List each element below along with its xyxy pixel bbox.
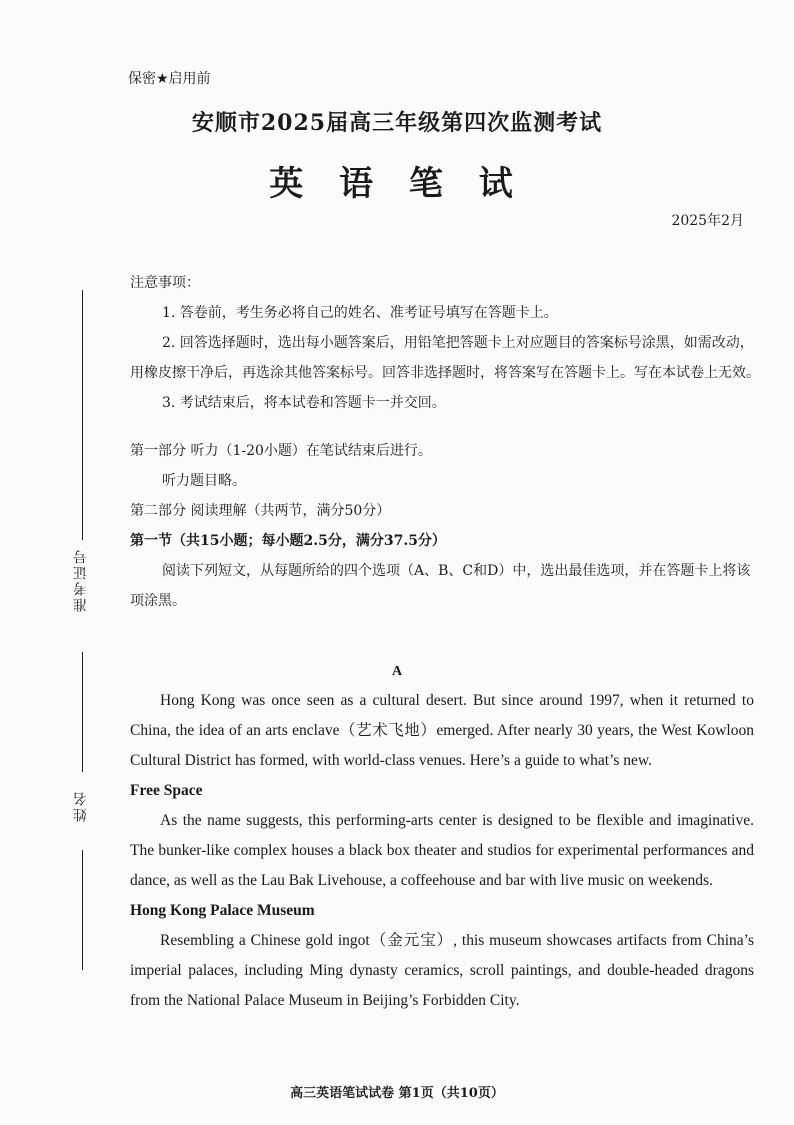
passage-paragraph-3: Resembling a Chinese gold ingot（金元宝）, this museum showcases artifacts from China’s imperial palaces, including Ming dynasty ceramics, scroll paintings, and double-headed dragons from the National Palace Museum in Beijing’s Forbidden City.	[130, 932, 754, 1009]
notes-heading: 注意事项：	[130, 275, 200, 291]
ticket-number-label: 准考证号	[73, 548, 89, 612]
note-item-2: 2. 回答选择题时，选出每小题答案后，用铅笔把答题卡上对应题目的答案标号涂黑，如需改动，用橡皮擦干净后，再选涂其他答案标号。回答非选择题时，将答案写在答题卡上。写在本试卷上无效。	[130, 335, 760, 381]
passage-paragraph-1: Hong Kong was once seen as a cultural desert. But since around 1997, when it returned to China, the idea of an arts enclave（艺术飞地）emerged. After nearly 30 years, the West Kowloon Cultural District has formed, with world-class venues. Here’s a guide to what’s new.	[130, 692, 754, 769]
part2-heading: 第二部分 阅读理解（共两节，满分50分）	[130, 503, 391, 519]
note-item-1: 1. 答卷前，考生务必将自己的姓名、准考证号填写在答题卡上。	[162, 305, 558, 321]
note-item-3: 3. 考试结束后，将本试卷和答题卡一并交回。	[162, 395, 446, 411]
exam-title: 安顺市2025届高三年级第四次监测考试	[191, 110, 603, 136]
section1-heading: 第一节（共15小题；每小题2.5分，满分37.5分）	[130, 533, 446, 549]
part1-heading: 第一部分 听力（1-20小题）在笔试结束后进行。	[130, 443, 432, 459]
binding-line-top	[82, 290, 83, 540]
part1-note: 听力题目略。	[162, 473, 246, 489]
confidential-label: 保密★启用前	[128, 71, 211, 87]
page-footer: 高三英语笔试试卷 第1页（共10页）	[290, 1086, 504, 1101]
passage-heading-palace-museum: Hong Kong Palace Museum	[130, 902, 315, 919]
exam-subtitle: 英 语 笔 试	[269, 164, 525, 204]
passage-heading-free-space: Free Space	[130, 782, 203, 799]
name-label: 姓名	[73, 790, 89, 822]
binding-line-bottom	[82, 850, 83, 970]
passage-paragraph-2: As the name suggests, this performing-arts center is designed to be flexible and imaginative. The bunker-like complex houses a black box theater and studios for experimental performances and dance, as well as the Lau Bak Livehouse, a coffeehouse and bar with live music on weekends.	[130, 812, 754, 889]
instructions-block	[130, 268, 760, 616]
passage-letter: A	[391, 664, 403, 679]
reading-instruction: 阅读下列短文，从每题所给的四个选项（A、B、C和D）中，选出最佳选项，并在答题卡上将该项涂黑。	[130, 563, 751, 609]
passage-a	[130, 686, 754, 1016]
exam-date: 2025年2月	[671, 213, 744, 229]
